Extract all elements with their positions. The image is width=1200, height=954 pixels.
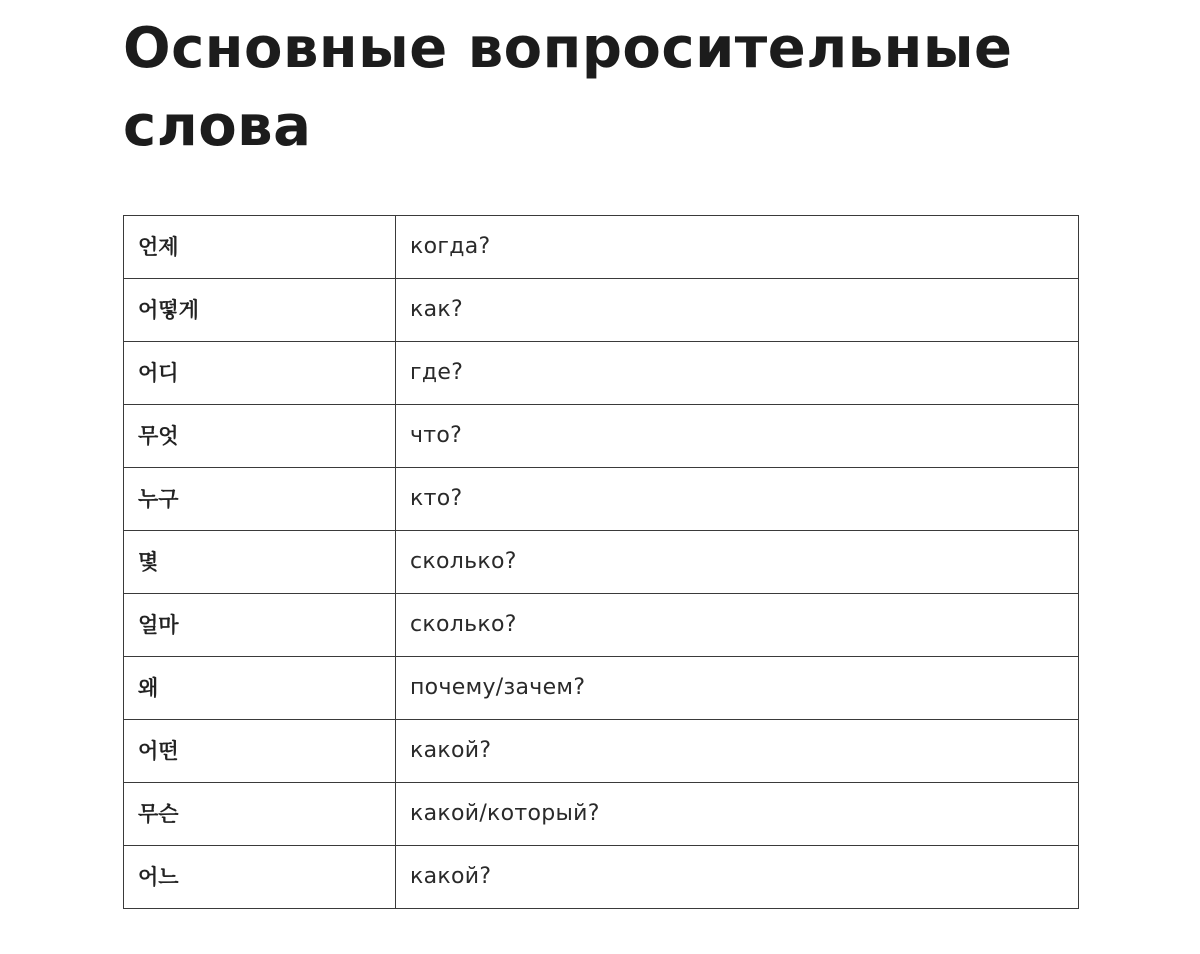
korean-word-cell: 언제 [124, 216, 396, 279]
table-row [124, 279, 1079, 342]
question-words-table [123, 215, 1079, 909]
russian-translation-cell: когда? [396, 216, 1079, 279]
korean-word-cell: 어떻게 [124, 279, 396, 342]
russian-translation-cell: кто? [396, 468, 1079, 531]
table-row [124, 657, 1079, 720]
russian-translation-cell: как? [396, 279, 1079, 342]
russian-translation-cell: какой? [396, 720, 1079, 783]
table-row [124, 405, 1079, 468]
korean-word-cell: 어느 [124, 846, 396, 909]
russian-translation-cell: сколько? [396, 594, 1079, 657]
russian-translation-cell: какой/который? [396, 783, 1079, 846]
table-row [124, 783, 1079, 846]
russian-translation-cell: где? [396, 342, 1079, 405]
page-title: Основные вопросительные слова [123, 16, 1013, 159]
table-row [124, 531, 1079, 594]
table-row [124, 594, 1079, 657]
korean-word-cell: 몇 [124, 531, 396, 594]
russian-translation-cell: сколько? [396, 531, 1079, 594]
russian-translation-cell: что? [396, 405, 1079, 468]
korean-word-cell: 무엇 [124, 405, 396, 468]
korean-word-cell: 무슨 [124, 783, 396, 846]
korean-word-cell: 얼마 [124, 594, 396, 657]
table-row [124, 846, 1079, 909]
table-row [124, 342, 1079, 405]
russian-translation-cell: почему/зачем? [396, 657, 1079, 720]
table-row [124, 720, 1079, 783]
table-row [124, 468, 1079, 531]
document-page [123, 0, 1079, 889]
korean-word-cell: 어디 [124, 342, 396, 405]
korean-word-cell: 누구 [124, 468, 396, 531]
korean-word-cell: 왜 [124, 657, 396, 720]
korean-word-cell: 어떤 [124, 720, 396, 783]
table-row [124, 216, 1079, 279]
russian-translation-cell: какой? [396, 846, 1079, 909]
